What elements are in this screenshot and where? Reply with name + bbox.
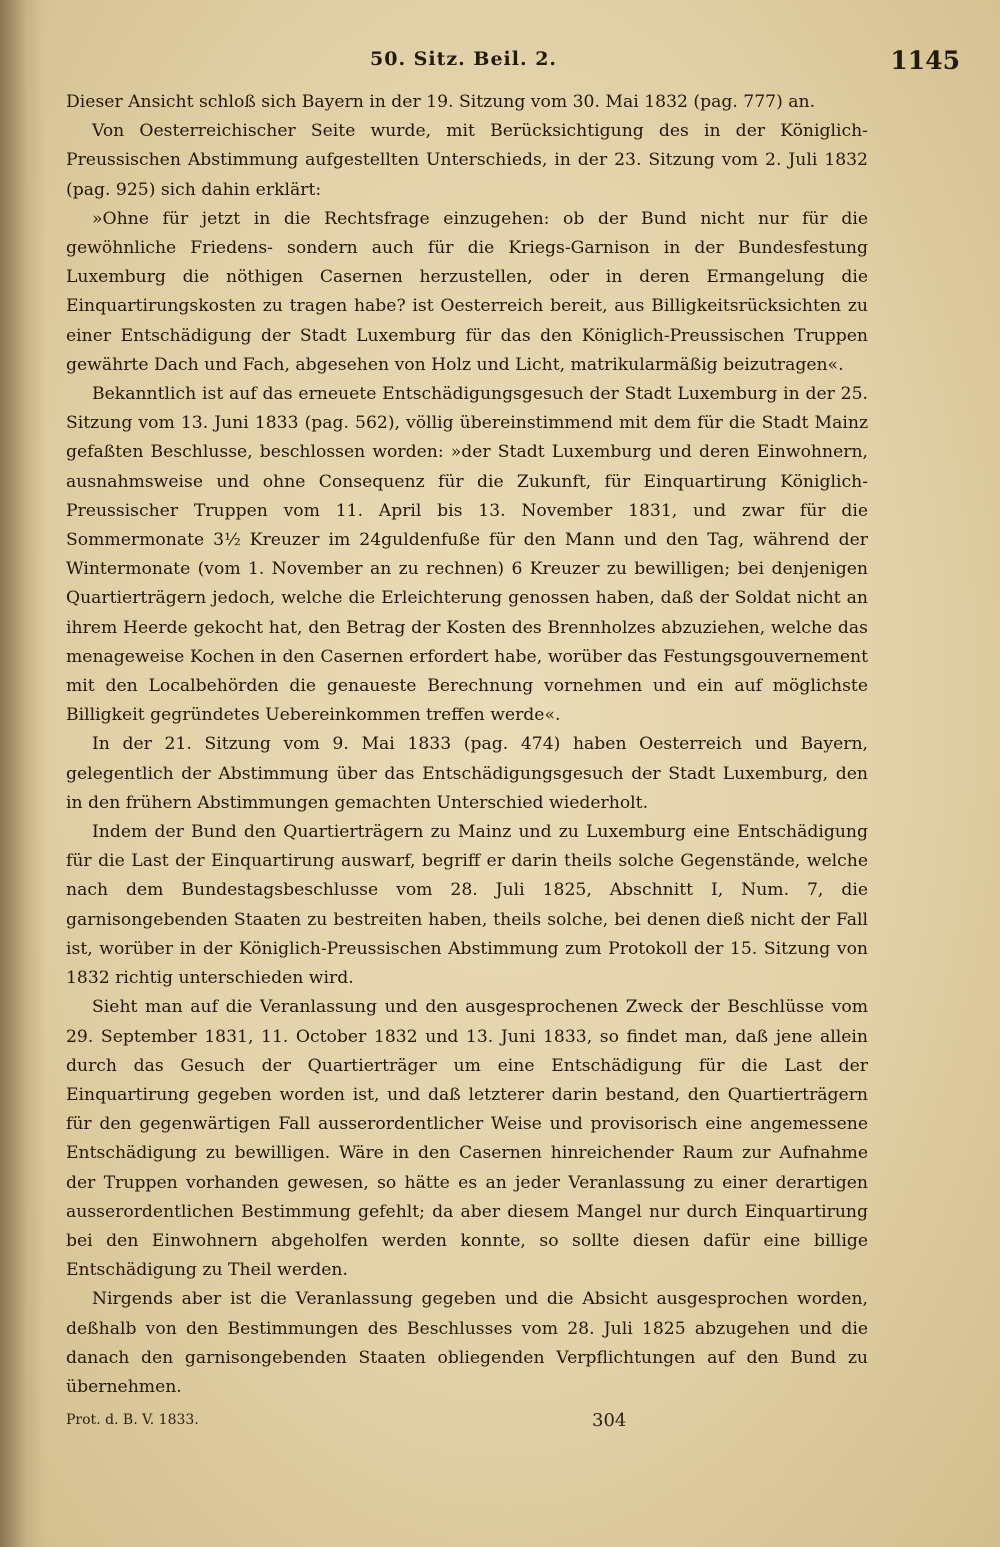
page-number: 1145: [890, 46, 960, 75]
binding-shadow: [0, 0, 46, 1547]
paragraph-2: Von Oesterreichischer Seite wurde, mit Berücksichtigung des in der Königlich-Preussischen Abstimmung aufgestellten Unterschieds, in der 23. Sitzung vom 2. Juli 1832 (pag. 925) sich dahin erklärt:: [66, 121, 868, 200]
body-text: [66, 88, 868, 1402]
page-header: [60, 46, 960, 78]
paragraph-4: Bekanntlich ist auf das erneuete Entschädigungsgesuch der Stadt Luxemburg in der 25. Sitzung vom 13. Juni 1833 (pag. 562), völlig übereinstimmend mit dem für die Stadt Mainz gefaßten Beschlusse, beschlossen worden: »der Stadt Luxemburg und deren Einwohnern, ausnahmsweise und ohne Consequenz für die Zukunft, für Einquartirung Königlich-Preussischer Truppen vom 11. April bis 13. November 1831, und zwar für die Sommermonate 3½ Kreuzer im 24guldenfuße für den Mann und den Tag, während der Wintermonate (vom 1. November an zu rechnen) 6 Kreuzer zu bewilligen; bei denjenigen Quartierträgern jedoch, welche die Erleichterung genossen haben, daß der Soldat nicht an ihrem Heerde gekocht hat, den Betrag der Kosten des Brennholzes abzuziehen, welche das menageweise Kochen in den Casernen erfordert habe, worüber das Festungsgouvernement mit den Localbehörden die genaueste Berechnung vornehmen und ein auf möglichste Billigkeit gegründetes Uebereinkommen treffen werde«.: [66, 384, 868, 726]
paragraph-1: Dieser Ansicht schloß sich Bayern in der 19. Sitzung vom 30. Mai 1832 (pag. 777) an.: [66, 92, 816, 112]
paragraph-6: Indem der Bund den Quartierträgern zu Mainz und zu Luxemburg eine Entschädigung für die Last der Einquartirung auswarf, begriff er darin theils solche Gegenstände, welche nach dem Bundestagsbeschlusse vom 28. Juli 1825, Abschnitt I, Num. 7, die garnisongebenden Staaten zu bestreiten haben, theils solche, bei denen dieß nicht der Fall ist, worüber in der Königlich-Preussischen Abstimmung zum Protokoll der 15. Sitzung von 1832 richtig unterschieden wird.: [66, 822, 868, 989]
paragraph-7: Sieht man auf die Veranlassung und den ausgesprochenen Zweck der Beschlüsse vom 29. September 1831, 11. October 1832 und 13. Juni 1833, so findet man, daß jene allein durch das Gesuch der Quartierträger um eine Entschädigung für die Last der Einquartirung gegeben worden ist, und daß letzterer darin bestand, den Quartierträgern für den gegenwärtigen Fall ausserordentlicher Weise und provisorisch eine angemessene Entschädigung zu bewilligen. Wäre in den Casernen hinreichender Raum zur Aufnahme der Truppen vorhanden gewesen, so hätte es an jeder Veranlassung zu einer derartigen ausserordentlichen Bestimmung gefehlt; da aber diesem Mangel nur durch Einquartirung bei den Einwohnern abgeholfen werden konnte, so sollte diesen dafür eine billige Entschädigung zu Theil werden.: [66, 997, 868, 1281]
paragraph-8: Nirgends aber ist die Veranlassung gegeben und die Absicht ausgesprochen worden, deßhalb von den Bestimmungen des Beschlusses vom 28. Juli 1825 abzugehen und die danach den garnisongebenden Staaten obliegenden Verpflichtungen auf den Bund zu übernehmen.: [66, 1289, 868, 1397]
footer-signature: Prot. d. B. V. 1833.: [66, 1412, 199, 1428]
signature-number: 304: [592, 1410, 627, 1431]
page-footer: [66, 1410, 868, 1438]
running-head: 50. Sitz. Beil. 2.: [370, 48, 558, 70]
paragraph-5: In der 21. Sitzung vom 9. Mai 1833 (pag. 474) haben Oesterreich und Bayern, gelegentlich der Abstimmung über das Entschädigungsgesuch der Stadt Luxemburg, den in den frühern Abstimmungen gemachten Unterschied wiederholt.: [66, 734, 868, 813]
paragraph-quote: »Ohne für jetzt in die Rechtsfrage einzugehen: ob der Bund nicht nur für die gewöhnliche Friedens- sondern auch für die Kriegs-Garnison in der Bundesfestung Luxemburg die nöthigen Casernen herzustellen, oder in deren Ermangelung die Einquartirungskosten zu tragen habe? ist Oesterreich bereit, aus Billigkeitsrücksichten zu einer Entschädigung der Stadt Luxemburg für das den Königlich-Preussischen Truppen gewährte Dach und Fach, abgesehen von Holz und Licht, matrikularmäßig beizutragen«.: [66, 208, 868, 375]
